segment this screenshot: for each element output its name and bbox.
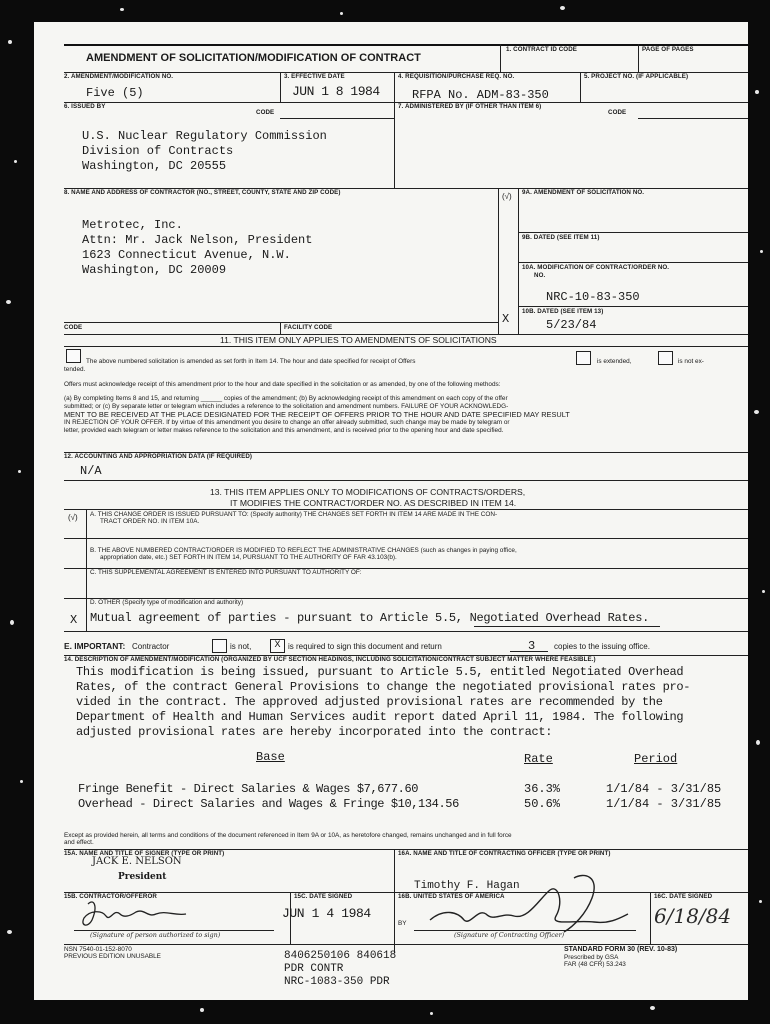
mod-contract-label: 10A. MODIFICATION OF CONTRACT/ORDER NO.: [522, 264, 670, 271]
issuer-line-2: Division of Contracts: [82, 144, 234, 158]
item13-b-1: B. THE ABOVE NUMBERED CONTRACT/ORDER IS MODIFIED TO REFLECT THE ADMINISTRATIVE CHANGES (such as changes in paying office,: [90, 547, 517, 554]
important-is-not: is not,: [230, 642, 252, 651]
rate-row-2-rate: 50.6%: [524, 797, 561, 811]
far-text: FAR (48 CFR) 53.243: [564, 961, 626, 968]
amend-no-value: Five (5): [86, 86, 144, 100]
contractor-label: 8. NAME AND ADDRESS OF CONTRACTOR (NO., STREET, COUNTY, STATE AND ZIP CODE): [64, 189, 341, 196]
amend-no-label: 2. AMENDMENT/MODIFICATION NO.: [64, 73, 174, 80]
date-15c-value: JUN 1 4 1984: [282, 906, 371, 921]
item13-b-2: appropriation date, etc.) SET FORTH IN ITEM 14, PURSUANT TO THE AUTHORITY OF FAR 43.103(b).: [100, 554, 397, 561]
issuer-code-label: CODE: [256, 109, 275, 116]
req-no-value: RFPA No. ADM-83-350: [412, 88, 549, 102]
contractor-line-3: 1623 Connecticut Avenue, N.W.: [82, 248, 291, 262]
signer-name: JACK E. NELSON: [92, 856, 182, 867]
co-name-label: 16A. NAME AND TITLE OF CONTRACTING OFFICER (TYPE OR PRINT): [398, 850, 611, 857]
mark-10-value: X: [502, 312, 510, 326]
dated-9b-label: 9B. DATED (SEE ITEM 11): [522, 234, 600, 241]
item13-heading-1: 13. THIS ITEM APPLIES ONLY TO MODIFICATIONS OF CONTRACTS/ORDERS,: [210, 487, 526, 497]
eff-date-value: JUN 1 8 1984: [292, 84, 380, 99]
important-label: E. IMPORTANT:: [64, 641, 126, 651]
accounting-label: 12. ACCOUNTING AND APPROPRIATION DATA (IF REQUIRED): [64, 453, 253, 460]
dated-10b-label: 10B. DATED (SEE ITEM 13): [522, 308, 604, 315]
issuer-line-1: U.S. Nuclear Regulatory Commission: [82, 129, 327, 143]
rate-row-1-rate: 36.3%: [524, 782, 561, 796]
prev-edition-text: PREVIOUS EDITION UNUSABLE: [64, 953, 161, 960]
item13-check-mark: (√): [68, 513, 78, 522]
item11-box-not-extended[interactable]: [658, 351, 673, 365]
rate-row-2-period: 1/1/84 - 3/31/85: [606, 797, 722, 811]
important-contractor: Contractor: [132, 642, 170, 651]
desc-label: 14. DESCRIPTION OF AMENDMENT/MODIFICATION (ORGANIZED BY UCF SECTION HEADINGS, INCLUDING SOLICITATION/CONTRACT SUBJECT MATTER WHERE FEASIBLE.): [64, 656, 596, 663]
amend-solicit-label: 9A. AMENDMENT OF SOLICITATION NO.: [522, 189, 645, 196]
contractor-sig-note: (Signature of person authorized to sign): [90, 931, 221, 939]
form-title: AMENDMENT OF SOLICITATION/MODIFICATION OF CONTRACT: [86, 52, 421, 64]
item11-para-1: (a) By completing Items 8 and 15, and returning ______ copies of the amendment; (b) By acknowledging receipt of this amendment on each copy of the offer: [64, 395, 508, 402]
facility-code-label: FACILITY CODE: [284, 324, 333, 331]
contractor-line-1: Metrotec, Inc.: [82, 218, 183, 232]
req-no-label: 4. REQUISITION/PURCHASE REQ. NO.: [398, 73, 515, 80]
contracting-officer-signature: [424, 868, 644, 938]
contractor-signature: [74, 896, 214, 932]
item11-para-3: MENT TO BE RECEIVED AT THE PLACE DESIGNATED FOR THE RECEIPT OF OFFERS PRIOR TO THE HOUR AND DATE SPECIFIED MAY RESULT: [64, 410, 570, 419]
rate-row-1-period: 1/1/84 - 3/31/85: [606, 782, 722, 796]
date-15c-label: 15C. DATE SIGNED: [294, 893, 353, 900]
contract-no-value: NRC-10-83-350: [546, 290, 640, 304]
doc-number-2: PDR CONTR: [284, 963, 344, 975]
is-not-checkbox[interactable]: [212, 639, 227, 653]
item13-a-1: A. THIS CHANGE ORDER IS ISSUED PURSUANT TO: (Specify authority) THE CHANGES SET FORTH IN ITEM 14 ARE MADE IN THE CON-: [90, 511, 498, 518]
desc-line-5: adjusted provisional rates are hereby incorporated into the contract:: [76, 725, 553, 739]
contract-date-value: 5/23/84: [546, 318, 597, 332]
is-required-checkbox[interactable]: X: [270, 639, 285, 653]
item11-offers: Offers must acknowledge receipt of this amendment prior to the hour and date specified in the solicitation or as amended, by one of the following methods:: [64, 381, 501, 388]
signer-label: 15A. NAME AND TITLE OF SIGNER (TYPE OR PRINT): [64, 850, 225, 857]
except-line-1: Except as provided herein, all terms and conditions of the document referenced in Item 9A or 10A, as heretofore changed, remains unchanged and in full force: [64, 832, 512, 839]
co-name: Timothy F. Hagan: [414, 880, 520, 892]
important-required: is required to sign this document and return: [288, 642, 442, 651]
desc-line-1: This modification is being issued, pursuant to Article 5.5, entitled Negotiated Overhead: [76, 665, 684, 679]
admin-by-label: 7. ADMINISTERED BY (IF OTHER THAN ITEM 6): [398, 103, 542, 110]
admin-code-label: CODE: [608, 109, 627, 116]
item13-c-1: C. THIS SUPPLEMENTAL AGREEMENT IS ENTERED INTO PURSUANT TO AUTHORITY OF:: [90, 569, 362, 576]
issued-by-label: 6. ISSUED BY: [64, 103, 106, 110]
form-sheet: AMENDMENT OF SOLICITATION/MODIFICATION OF CONTRACT 1. CONTRACT ID CODE PAGE OF PAGES 2. AMENDMENT/MODIFICATION NO. 3. EFFECTIVE DATE 4. REQUISITION/PURCHASE REQ. NO. 5. PROJECT NO. (IF APPLICABLE) Five (5) JUN 1 8 1984 RFPA No. ADM-83-350 6. ISSUED BY CODE 7. ADMINISTERED BY (IF OTHER THAN ITEM 6) CODE U.S. Nuclear Regulatory Commission Division of Contracts Washington, DC 20555 8. NAME AND ADDRESS OF CONTRACTOR (NO., STREET, COUNTY, STATE AND ZIP CODE) (√) 9A. AMENDMENT OF SOLICITATION NO. 9B. DATED (SEE ITEM 11) 10A. MODIFICATION OF CONTRACT/ORDER NO. NO. NRC-10-83-350 10B. DATED (SEE ITEM 13) 5/23/84 X Metrotec, Inc. Attn: Mr. Jack Nelson, President 1623 Connecticut Avenue, N.W. Washington, DC 20009 CODE FACILITY CODE 11. THIS ITEM ONLY APPLIES TO AMENDMENTS OF SOLICITATIONS The above numbered solicitation is amended as set forth in Item 14. The hour and date specified for receipt of Offers is extended, is not ex- tended. Offers must acknowledge receipt of this amendment prior to the hour and date specified in the solicitation or as amended, by one of the following methods: (a) By completing Items 8 and 15, and returning ______ copies of the amendment; (b) By acknowledging receipt of this amendment on each copy of the offer submitted; or (c) By separate letter or telegram which includes a reference to the solicitation and amendment numbers. FAILURE OF YOUR ACKNOWLEDG- MENT TO BE RECEIVED AT THE PLACE DESIGNATED FOR THE RECEIPT OF OFFERS PRIOR TO THE HOUR AND DATE SPECIFIED MAY RESULT IN REJECTION OF YOUR OFFER. If by virtue of this amendment you desire to change an offer already submitted, such change may be made by telegram or letter, provided each telegram or letter makes reference to the solicitation and this amendment, and is received prior to the opening hour and date specified. 12. ACCOUNTING AND APPROPRIATION DATA (IF REQUIRED) N/A 13. THIS ITEM APPLIES ONLY TO MODIFICATIONS OF CONTRACTS/ORDERS, IT MODIFIES THE CONTRACT/ORDER NO. AS DESCRIBED IN ITEM 14. (√) A. THIS CHANGE ORDER IS ISSUED PURSUANT TO: (Specify authority) THE CHANGES SET FORTH IN ITEM 14 ARE MADE IN THE CON- TRACT ORDER NO. IN ITEM 10A. B. THE ABOVE NUMBERED CONTRACT/ORDER IS MODIFIED TO REFLECT THE ADMINISTRATIVE CHANGES (such as changes in paying office, appropriation date, etc.) SET FORTH IN ITEM 14, PURSUANT TO THE AUTHORITY OF FAR 43.103(b). C. THIS SUPPLEMENTAL AGREEMENT IS ENTERED INTO PURSUANT TO AUTHORITY OF: D. OTHER (Specify type of modification and authority) X Mutual agreement of parties - pursuant to Article 5.5, Negotiated Overhead Rates. E. IMPORTANT: Contractor is not, X is required to sign this document and return 3 copies to the issuing office. 14. DESCRIPTION OF AMENDMENT/MODIFICATION (ORGANIZED BY UCF SECTION HEADINGS, INCLUDING SOLICITATION/CONTRACT SUBJECT MATTER WHERE FEASIBLE.) This modification is being issued, pursuant to Article 5.5, entitled Negotiated Overhead Rates, of the contract General Provisions to change the negotiated provisional rates pro- vided in the contract. The approved adjusted provisional rates are recommended by the Department of Health and Human Services audit report dated April 11, 1984. The following adjusted provisional rates are hereby incorporated into the contract: Base Rate Period Fringe Benefit - Direct Salaries & Wages $7,677.60 36.3% 1/1/84 - 3/31/85 Overhead - Direct Salaries and Wages & Fringe $10,134.56 50.6% 1/1/84 - 3/31/85 Except as provided herein, all terms and conditions of the document referenced in Item 9A or 10A, as heretofore changed, remains unchanged and in full force and effect. 15A. NAME AND TITLE OF SIGNER (TYPE OR PRINT) 16A. NAME AND TITLE OF CONTRACTING OFFICER (TYPE OR PRINT) JACK E. NELSON President Timothy F. Hagan 15B. CONTRACTOR/OFFEROR 15C. DATE SIGNED JUN 1 4 1984 16B. UNITED STATES OF AMERICA 16C. DATE SIGNED BY (Signature of person authorized to sign) (Signature of Contracting Officer) 6/18/84 NSN 7540-01-152-8070 PREVIOUS EDITION UNUSABLE 8406250106 840618 PDR CONTR NRC-1083-350 PDR STANDARD FORM 30 (REV. 10-83) Prescribed by GSA FAR (48 CFR) 53.243: [34, 22, 748, 1000]
col-period-header: Period: [634, 752, 678, 766]
item11-para-5: letter, provided each telegram or letter makes reference to the solicitation and this amendment, and is received prior to the opening hour and date specified.: [64, 427, 504, 434]
item11-line1: The above numbered solicitation is amended as set forth in Item 14. The hour and date specified for receipt of Offers: [86, 358, 416, 365]
page-of-label: PAGE OF PAGES: [642, 46, 694, 53]
rate-row-1-base: Fringe Benefit - Direct Salaries & Wages $7,677.60: [78, 782, 419, 796]
issuer-line-3: Washington, DC 20555: [82, 159, 227, 173]
col-base-header: Base: [256, 750, 285, 764]
contractor-line-4: Washington, DC 20009: [82, 263, 227, 277]
signer-title: President: [118, 872, 167, 882]
item11-extended: is extended,: [597, 358, 632, 365]
gsa-text: Prescribed by GSA: [564, 954, 619, 961]
nsn-text: NSN 7540-01-152-8070: [64, 946, 132, 953]
contractor-sig-label: 15B. CONTRACTOR/OFFEROR: [64, 893, 157, 900]
except-line-2: and effect.: [64, 839, 94, 846]
check-col-9: (√): [502, 192, 512, 201]
item13-d-1: D. OTHER (Specify type of modification and authority): [90, 599, 244, 606]
item11-tended: tended.: [64, 366, 86, 373]
doc-number-3: NRC-1083-350 PDR: [284, 976, 390, 988]
item11-box-1[interactable]: [66, 349, 81, 363]
by-label: BY: [398, 920, 407, 927]
contractor-code-label: CODE: [64, 324, 83, 331]
date-16c-label: 16C. DATE SIGNED: [654, 893, 713, 900]
item11-para-2: submitted; or (c) By separate letter or telegram which includes a reference to the solicitation and amendment numbers. FAILURE OF YOUR ACKNOWLEDG-: [64, 403, 509, 410]
col-rate-header: Rate: [524, 752, 553, 766]
desc-line-2: Rates, of the contract General Provisions to change the negotiated provisional rates pro-: [76, 680, 691, 694]
contract-id-label: 1. CONTRACT ID CODE: [506, 46, 577, 53]
rate-row-2-base: Overhead - Direct Salaries and Wages & Fringe $10,134.56: [78, 797, 459, 811]
item13-d-text: Mutual agreement of parties - pursuant to Article 5.5, Negotiated Overhead Rates.: [90, 611, 649, 625]
accounting-value: N/A: [80, 464, 102, 478]
project-no-label: 5. PROJECT NO. (IF APPLICABLE): [584, 73, 689, 80]
item13-d-mark: X: [70, 613, 78, 627]
desc-line-3: vided in the contract. The approved adjusted provisional rates are recommended by the: [76, 695, 663, 709]
usa-label: 16B. UNITED STATES OF AMERICA: [398, 893, 505, 900]
item13-a-2: TRACT ORDER NO. IN ITEM 10A.: [100, 518, 200, 525]
item11-para-4: IN REJECTION OF YOUR OFFER. If by virtue of this amendment you desire to change an offer already submitted, such change may be made by telegram or: [64, 419, 510, 426]
eff-date-label: 3. EFFECTIVE DATE: [284, 73, 345, 80]
co-sig-note: (Signature of Contracting Officer): [454, 931, 565, 939]
doc-number-1: 8406250106 840618: [284, 950, 397, 962]
important-copies: 3: [528, 639, 536, 653]
item11-not-ex: is not ex-: [678, 358, 704, 365]
important-copies-text: copies to the issuing office.: [554, 642, 650, 651]
sf-text: STANDARD FORM 30 (REV. 10-83): [564, 946, 678, 953]
desc-line-4: Department of Health and Human Services audit report dated April 11, 1984. The following: [76, 710, 684, 724]
item13-heading-2: IT MODIFIES THE CONTRACT/ORDER NO. AS DESCRIBED IN ITEM 14.: [230, 498, 517, 508]
date-16c-value: 6/18/84: [654, 904, 732, 928]
contractor-line-2: Attn: Mr. Jack Nelson, President: [82, 233, 313, 247]
item11-heading: 11. THIS ITEM ONLY APPLIES TO AMENDMENTS OF SOLICITATIONS: [220, 335, 497, 345]
item11-box-extended[interactable]: [576, 351, 591, 365]
